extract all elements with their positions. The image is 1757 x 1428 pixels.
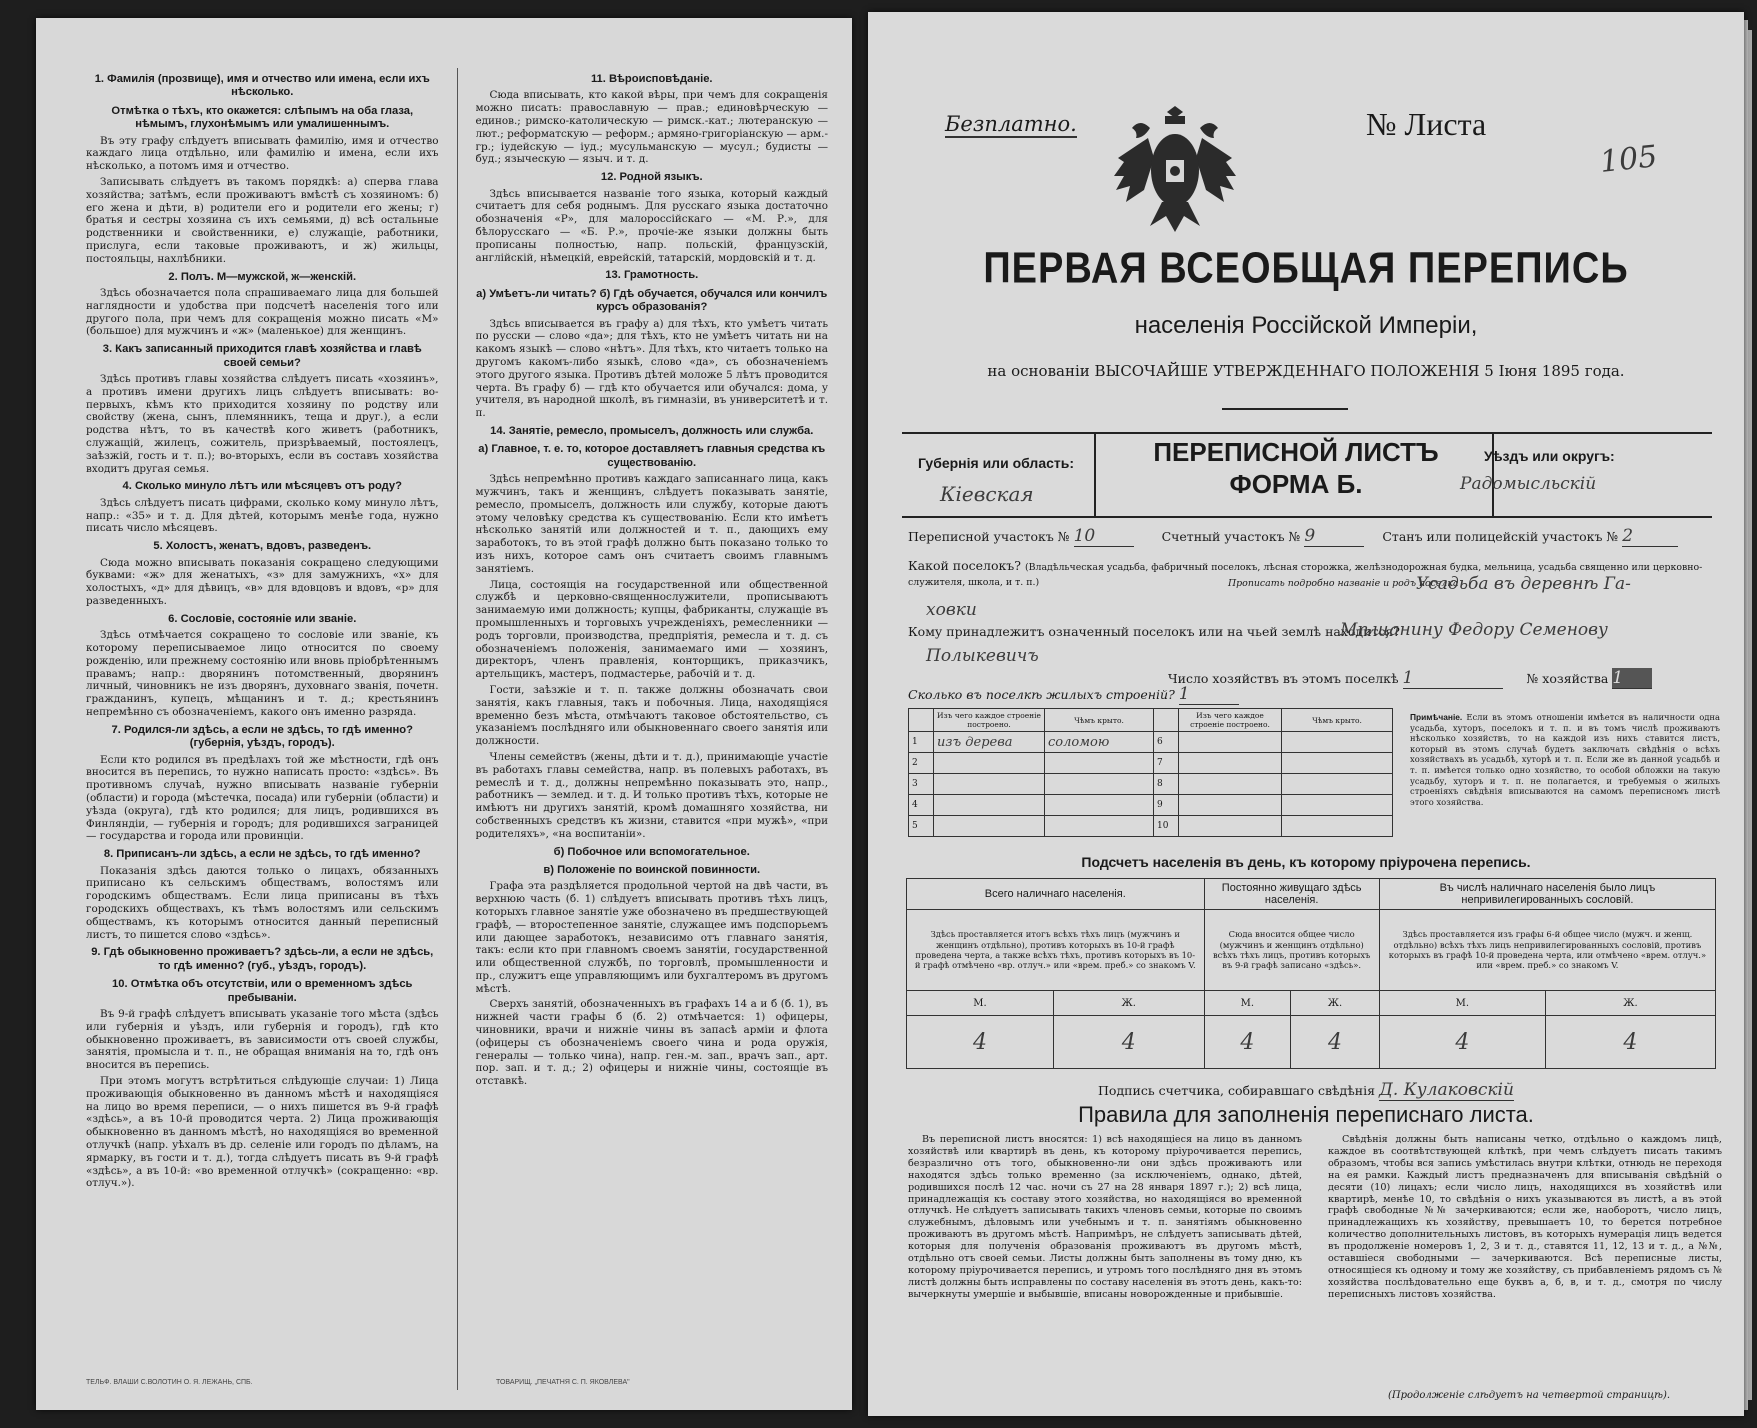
roof-material: [1045, 795, 1154, 816]
row-number: 2: [909, 753, 934, 774]
instruction-paragraph: Записывать слѣдуетъ въ такомъ порядкѣ: а) сперва глава хозяйства; затѣмъ, если проживаютъ вмѣстѣ съ хозяиномъ: б) его жена и дѣти, в) родители его и родители его жены; г) братья и сестры хозяина съ ихъ семьями, д) всѣ остальные родственники и свойственники, е) служащіе, работники, прислуга, если таковые проживаютъ, и ж) жильцы, постояльцы, нахлѣбники.: [86, 176, 439, 265]
instruction-heading: в) Положеніе по воинской повинности.: [543, 863, 761, 876]
rules-column-1: Въ переписной листъ вносятся: 1) всѣ находящіеся на лицо въ данномъ хозяйствѣ или квартирѣ въ день, къ которому пріурочивается перепись, безразлично отъ того, обыкновенно-ли они здѣсь проживаютъ или находятся здѣсь только временно (за исключеніемъ, однако, дѣтей, родившихся послѣ 12 час. ночи съ 27 на 28 января 1897 г.); 2) всѣ лица, принадлежащія къ составу этого хозяйства, но находящіяся во временной отлучкѣ. Не слѣдуетъ записывать такихъ членовъ семьи, которые по своимъ служебнымъ, дѣловымъ или учебнымъ и т. п. занятіямъ обыкновенно проживаютъ въ другомъ мѣстѣ. Напримѣръ, не слѣдуетъ записывать дѣтей, которыя для полученія образованія проживаютъ въ другомъ мѣстѣ, отдѣльно отъ своей семьи. Листы должны быть заполнены въ тому дню, къ которому пріурочивается перепись, и утромъ того послѣдняго дня въ этомъ листѣ должны быть исправлены по составу населенія въ этотъ день, какъ-то: вычеркнуты умершіе и выбывшіе, вписаны новорожденные и прибывшіе.: [908, 1134, 1302, 1300]
row-number: 7: [1154, 753, 1179, 774]
household-number-label: № хозяйства: [1526, 671, 1609, 686]
police-district-label: Станъ или полицейскій участокъ №: [1382, 529, 1619, 544]
building-material: изъ дерева: [934, 732, 1045, 753]
instruction-paragraph: Здѣсь обозначается пола спрашиваемаго лица для большей наглядности и удобства при подсчетѣ населенія того или другого пола, при чемъ для сокращенія можно писать «М» (большое) для мужчинъ и «ж» (маленькое) для женщинъ.: [86, 287, 439, 338]
table-row: [909, 732, 1393, 753]
building-material: [1179, 732, 1282, 753]
form-header-divider: [1094, 434, 1096, 516]
counting-district-value: 9: [1304, 526, 1364, 547]
household-number-value: 1: [1612, 668, 1652, 689]
roof-material: [1045, 774, 1154, 795]
male-column-label: М.: [907, 991, 1054, 1016]
instruction-heading: 10. Отмѣтка объ отсутствіи, или о временномъ здѣсь пребываніи.: [112, 978, 413, 1004]
instruction-paragraph: Графа эта раздѣляется продольной чертой на двѣ части, въ верхнюю часть (б. 1) слѣдуетъ вписывать противъ тѣхъ лицъ, которыхъ главное занятіе уже обозначено въ предшествующей графѣ, — второстепенное занятіе, служащее имъ подспорьемъ или дающее заработокъ, независимо отъ главнаго занятія, такъ: если кто при главномъ своемъ занятіи, государственной или общественной службѣ, по торговлѣ, промышленности и пр., служитъ еще управляющимъ или бухгалтеромъ въ другомъ мѣстѣ.: [475, 880, 828, 995]
instruction-paragraph: Сверхъ занятій, обозначенныхъ въ графахъ 14 а и б (б. 1), въ нижней части графы б (б. 2) отмѣчается: 1) офицеры, чиновники, врачи и нижніе чины въ запасѣ армiи и флота (офицеры съ обозначеніемъ своего чина и рода оружія, генералы — только чина), напр. ген.-м. зап., врачъ зап., арт. пор. зап. и т. д.; 2) офицеры и нижніе чины, состоящіе въ отставкѣ.: [475, 998, 828, 1088]
double-headed-eagle-emblem-icon: [1110, 98, 1240, 238]
population-count-table: [906, 878, 1716, 1069]
roof-material: [1045, 816, 1154, 837]
row-number: 8: [1154, 774, 1179, 795]
census-district-label: Переписной участокъ №: [908, 529, 1070, 544]
rules-column-2: Свѣдѣнія должны быть написаны четко, отдѣльно о каждомъ лицѣ, каждое въ соотвѣтствующей клѣткѣ, при чемъ слѣдуетъ писать такимъ образомъ, чтобы вся запись умѣстилась внутри клѣтки, отнюдь не переходя на ея рамки. Каждый листъ предназначенъ для вписыванія свѣдѣній о десяти (10) лицахъ; если число лицъ, находящихся въ хозяйствѣ или квартирѣ, менѣе 10, то свѣдѣнія о нихъ указываются въ листѣ, а въ этой графѣ свободные №№ зачеркиваются; если же, наоборотъ, число лицъ, принадлежащихъ къ хозяйству, превышаетъ 10, то берется потребное количество дополнительныхъ листовъ, въ которыхъ нумерація лицъ ведется въ продолженіе номеровъ 1, 2, 3 и т. д., ставятся 11, 12, 13 и т. д., а №№, оставшіеся свободными — зачеркиваются. Всѣ переписные листы, относящіеся къ одному и тому же хозяйству, съ прибавленіемъ рядомъ съ № хозяйства послѣдовательно еще буквъ а, б, в, и т. д., смотря по числу переписныхъ листовъ хозяйства.: [1328, 1134, 1722, 1300]
instruction-heading: 12. Родной языкъ.: [600, 171, 703, 184]
form-title: [1098, 436, 1494, 500]
instruction-heading: 13. Грамотность.: [605, 269, 699, 282]
female-column-label: Ж.: [1053, 991, 1204, 1016]
building-material: [1179, 753, 1282, 774]
instruction-paragraph: Здѣсь отмѣчается сокращено то сословіе или званіе, къ которому переписываемое лицо относится по своему рожденію, или прежнему состоянію или вновь пріобрѣтеннымъ правамъ; напр.: дворянинъ потомственный, дворянинъ личный, чиновникъ не изъ дворянъ, духовнаго званія, почетн. гражданинъ, купецъ, мѣщанинъ и т. д.; крестьянинъ непремѣнно съ обозначеніемъ, какого онъ именно разряда.: [86, 629, 439, 718]
building-material: [934, 774, 1045, 795]
sheet-number-handwritten: 105: [1598, 139, 1659, 180]
roof-material: [1282, 753, 1393, 774]
table-header-blank: [1154, 709, 1179, 732]
form-title-line-1: ПЕРЕПИСНОЙ ЛИСТЪ: [1153, 437, 1439, 467]
column-divider: [457, 68, 458, 1390]
permanent-residents-explanation: Сюда вносится общее число (мужчинъ и женщинъ отдѣльно) всѣхъ тѣхъ лицъ, противъ которыхъ въ 9-й графѣ записано «здѣсь».: [1204, 910, 1379, 991]
building-material: [1179, 816, 1282, 837]
table-header-roof: Чѣмъ крыто.: [1282, 709, 1393, 732]
settlement-label: Какой поселокъ?: [908, 558, 1021, 573]
instruction-paragraph: Здѣсь противъ главы хозяйства слѣдуетъ писать «хозяинъ», а противъ имени другихъ лицъ слѣдуетъ вписывать: во-первыхъ, кѣмъ кто приходится хозяину по родству или свойству (жена, сынъ, племянникъ, теща и друг.), а если родства нѣтъ, то въ качествѣ кого живетъ (работникъ, служащій, жилецъ, сожитель, призрѣваемый, постоялецъ, заѣзжій, гость и т. п.); во-вторыхъ, если въ составъ хозяйства входитъ другая семья.: [86, 373, 439, 475]
rules-text: [908, 1134, 1722, 1301]
buildings-note: [1410, 712, 1720, 807]
row-number: 9: [1154, 795, 1179, 816]
page-title: ПЕРВАЯ ВСЕОБЩАЯ ПЕРЕПИСЬ: [983, 244, 1629, 294]
owner-value-line-1: Мѣщанину Федору Семенову: [1340, 620, 1608, 640]
total-present-header: Всего наличнаго населенія.: [907, 879, 1205, 910]
building-material: [934, 816, 1045, 837]
instructions-column-1: [86, 68, 439, 1390]
district-label: Уѣздъ или округъ:: [1484, 448, 1615, 464]
roof-material: [1282, 732, 1393, 753]
roof-material: [1282, 774, 1393, 795]
table-header-roof: Чѣмъ крыто.: [1045, 709, 1154, 732]
building-material: [1179, 795, 1282, 816]
instruction-heading: б) Побочное или вспомогательное.: [553, 845, 750, 858]
census-district-value: 10: [1074, 526, 1134, 547]
table-header-blank: [909, 709, 934, 732]
instruction-heading: 4. Сколько минуло лѣтъ или мѣсяцевъ отъ роду?: [122, 480, 402, 493]
instruction-paragraph: Здѣсь вписывается въ графу а) для тѣхъ, кто умѣетъ читать по русски — слово «да»; для тѣхъ, кто не умѣетъ читать ни на какомъ языкѣ — слово «нѣтъ». Для тѣхъ, кто читаетъ только на другомъ какомъ-либо языкѣ, слово «да», съ обозначеніемъ этого другого языка. Противъ дѣтей моложе 5 лѣтъ проводится черта. Въ графу б) — гдѣ кто обучается или обучался: дома, у учителя, въ народной школѣ, въ гимназіи, въ университетѣ и т. п.: [475, 317, 828, 420]
male-column-label: М.: [1204, 991, 1291, 1016]
police-district-value: 2: [1622, 526, 1678, 547]
continued-note: (Продолженіе слѣдуетъ на четвертой страницѣ).: [1388, 1390, 1671, 1401]
instruction-heading: 6. Сословіе, состояніе или званіе.: [168, 612, 357, 625]
count-value: 4: [1545, 1016, 1715, 1069]
left-instructions-page: [36, 18, 852, 1410]
buildings-table: [908, 708, 1393, 837]
permanent-residents-header: Постоянно живущаго здѣсь населенія.: [1204, 879, 1379, 910]
population-count-title: Подсчетъ населенія въ день, къ которому пріурочена перепись.: [1081, 854, 1531, 870]
row-number: 6: [1154, 732, 1179, 753]
note-text: Если въ этомъ отношеніи имѣется въ наличности одна усадьба, хуторъ, поселокъ и т. п. и въ томъ числѣ проживаютъ нѣсколько хозяйствъ, то на каждой изъ нихъ ставится листъ, который въ этомъ случаѣ будетъ заключать свѣдѣнія о всѣхъ хозяйствахъ въ усадьбѣ, хуторѣ и т. п. Если же въ данной усадьбѣ и т. п. имѣется только одно хозяйство, то особой обложки на такую усадьбу, хуторъ и т. п. не полагается, и требуемыя о жилыхъ строеніяхъ свѣдѣнія вписываются на самомъ переписномъ листѣ этого хозяйства.: [1410, 712, 1720, 807]
census-form-page: [868, 12, 1744, 1416]
settlement-value-line-1: Усадьба въ деревнѣ Га-: [1416, 574, 1631, 594]
instruction-paragraph: Члены семействъ (жены, дѣти и т. д.), принимающіе участіе въ работахъ главы семейства, напр. въ полевыхъ работахъ, въ ремеслѣ и т. д., должны непремѣнно показывать это, напр., работникъ — землед. и т. д. И только противъ тѣхъ, которые не имѣютъ ни другихъ занятій, кромѣ домашняго хозяйства, ни собственныхъ средствъ къ жизни, ставится «при мужѣ», «при родителяхъ», «на воспитаніи».: [475, 750, 828, 840]
table-row: [909, 816, 1393, 837]
female-column-label: Ж.: [1545, 991, 1715, 1016]
province-label: Губернія или область:: [918, 455, 1075, 471]
instruction-heading: 14. Занятіе, ремесло, промыселъ, должность или служба.: [490, 424, 814, 437]
instruction-heading: Отмѣтка о тѣхъ, кто окажется: слѣпымъ на оба глаза, нѣмымъ, глухонѣмымъ или умалишеннымъ.: [111, 104, 414, 131]
instruction-paragraph: При этомъ могутъ встрѣтиться слѣдующіе случаи: 1) Лица проживающія обыкновенно въ данномъ мѣстѣ и находящіяся на лицо во время переписи, — о нихъ пишется въ 9-й графѣ «здѣсь», а въ 10-й проводится черта. 2) Лица проживающія обыкновенно въ данномъ мѣстѣ, но находящіяся во временной отлучкѣ (напр. уѣхалъ въ др. селеніе или городъ по дѣламъ, на ярмарку, въ гости и т. д.), тогда слѣдуетъ писать въ 9-й графѣ «здѣсь», а въ 10-й: «во временной отлучкѣ» (сокращенно: «вр. отлуч.»).: [86, 1074, 439, 1190]
page-stack-edge: [1748, 30, 1752, 1400]
instruction-paragraph: Гости, заѣзжіе и т. п. также должны обозначать свои занятія, какъ главныя, такъ и побочныя. Лица, находящіяся временно безъ мѣста, отмѣчаютъ таковое обстоятельство, съ указаніемъ послѣдняго или обыкновеннаго своего занятія или должности.: [475, 683, 828, 748]
row-number: 10: [1154, 816, 1179, 837]
count-value: 4: [1379, 1016, 1545, 1069]
total-present-explanation: Здѣсь проставляется итогъ всѣхъ тѣхъ лицъ (мужчинъ и женщинъ отдѣльно), противъ которыхъ въ 10-й графѣ проведена черта, а также всѣхъ тѣхъ, противъ которыхъ въ 10-й графѣ отмѣчено «вр. отлуч.» или «врем. преб.» со знакомъ V.: [907, 910, 1205, 991]
row-number: 3: [909, 774, 934, 795]
households-row: [1168, 668, 1652, 689]
instruction-heading: 2. Полъ. М—мужской, ж—женскій.: [168, 270, 357, 283]
buildings-table-body: [909, 732, 1393, 837]
instruction-heading: 7. Родился-ли здѣсь, а если не здѣсь, то гдѣ именно? (губернія, уѣздъ, городъ).: [111, 723, 413, 750]
non-privileged-explanation: Здѣсь проставляется изъ графы 6-й общее число (мужч. и женщ. отдѣльно) всѣхъ тѣхъ лицъ непривилегированныхъ сословій, противъ которыхъ въ графѣ 10-й проведена черта, или отмѣчено «врем. отлуч.» или «врем. преб.» со знакомъ V.: [1379, 910, 1715, 991]
row-number: 5: [909, 816, 934, 837]
instruction-heading: 9. Гдѣ обыкновенно проживаетъ? здѣсь-ли, а если не здѣсь, то гдѣ именно? (губ., уѣздъ, городъ).: [91, 946, 434, 972]
instruction-paragraph: Если кто родился въ предѣлахъ той же мѣстности, гдѣ онъ вносится въ перепись, то нужно написать просто: «здѣсь». Въ противномъ случаѣ, нужно вписывать названіе губерніи (области) и города (мѣстечка, посада) или губерніи (области) и уѣзда (округа), гдѣ кто родился; для лицъ, родившихся въ Финляндіи, — губернія и городъ; для родившихся заграницей — государства и города или провинціи.: [86, 753, 439, 843]
settlement-hint: (Владѣльческая усадьба, фабричный поселокъ, лѣсная сторожка, желѣзнодорожная будка, мельница, усадьба священно или церковно-служителя, школа, и т. п.): [908, 562, 1703, 588]
instruction-paragraph: Здѣсь непремѣнно противъ каждаго записаннаго лица, какъ мужчинъ, такъ и женщинъ, слѣдуетъ показывать занятіе, ремесло, промыселъ, должность или службу, которые даютъ этому человѣку средства къ существованію. Если кто имѣетъ нѣсколько занятій или должностей и т. п., дающихъ ему заработокъ, то въ этой графѣ должно быть показано только то изъ нихъ, которое самъ онъ считаетъ своимъ главнымъ занятіемъ.: [475, 473, 828, 575]
roof-material: соломою: [1045, 732, 1154, 753]
enumerator-signature: Д. Кулаковскій: [1379, 1080, 1514, 1100]
count-value: 4: [1204, 1016, 1291, 1069]
sheet-number-label: № Листа: [1366, 106, 1487, 142]
non-privileged-header: Въ числѣ наличнаго населенія было лицъ непривилегированныхъ сословій.: [1379, 879, 1715, 910]
instruction-heading: а) Главное, т. е. то, которое доставляетъ главныя средства къ существованію.: [478, 443, 826, 469]
table-header-material: Изъ чего каждое строеніе построено.: [1179, 709, 1282, 732]
free-of-charge-label: Безплатно.: [945, 112, 1077, 136]
census-district-row: [908, 526, 1678, 547]
building-material: [1179, 774, 1282, 795]
instruction-paragraph: Лица, состоящія на государственной или общественной службѣ и церковно-священнослужители, прописываютъ занимаемую ими должность; купцы, фабриканты, служащіе въ промышленныхъ и торговыхъ учрежденіяхъ, ремесленники — родъ торговли, производства, предпріятія, ремесла и т. д. съ обозначеніемъ положенія, занимаемаго ими — хозяинъ, директоръ, членъ правленія, конторщикъ, приказчикъ, артельщикъ, мастеръ, подмастерье, рабочій и т. д.: [475, 578, 828, 681]
instruction-paragraph: Въ 9-й графѣ слѣдуетъ вписывать указаніе того мѣста (здѣсь или губернія и уѣздъ, или губернія и городъ), гдѣ кто обыкновенно проживаетъ, въ зависимости отъ своей службы, занятія, промысла и т. п., не обращая вниманія на то, гдѣ онъ вносится въ перепись.: [86, 1007, 439, 1072]
households-value: 1: [1403, 668, 1503, 689]
instruction-heading: 8. Приписанъ-ли здѣсь, а если не здѣсь, то гдѣ именно?: [103, 848, 421, 861]
owner-label: Кому принадлежитъ означенный поселокъ или на чьей землѣ находится?: [908, 624, 1400, 639]
district-value: Радомысльскій: [1460, 474, 1597, 494]
signature-label: Подпись счетчика, собиравшаго свѣдѣнія: [1098, 1083, 1376, 1098]
instructions-column-2: [476, 68, 829, 1390]
instruction-paragraph: Здѣсь вписывается названіе того языка, который каждый считаетъ для себя роднымъ. Для русскаго языка достаточно обозначенія «Р», для малороссійскаго — «М. Р.», для бѣлорусскаго — «Б. Р.», прочіе-же языки должны быть прописаны полностью, напр. польскій, французскій, англійскій, нѣмецкій, еврейскій, татарскій, мордовскій и т. д.: [475, 187, 828, 264]
building-material: [934, 795, 1045, 816]
legal-basis-line: на основаніи ВЫСОЧАЙШЕ УТВЕРЖДЕННАГО ПОЛОЖЕНІЯ 5 Іюня 1895 года.: [987, 362, 1625, 380]
buildings-row: [908, 684, 1239, 705]
rules-title: Правила для заполненія переписнаго листа.: [1078, 1102, 1534, 1127]
owner-value-line-2: Полыкевичъ: [926, 646, 1039, 666]
form-title-line-2: ФОРМА Б.: [1229, 469, 1363, 499]
instruction-paragraph: Въ эту графу слѣдуетъ вписывать фамилію, имя и отчество каждаго лица отдѣльно, или фамилію и имена, если ихъ нѣсколько, а потомъ имя и отчество.: [86, 134, 439, 173]
instruction-heading: 1. Фамилія (прозвище), имя и отчество или имена, если ихъ нѣсколько.: [94, 73, 430, 99]
roof-material: [1282, 795, 1393, 816]
row-number: 1: [909, 732, 934, 753]
roof-material: [1045, 753, 1154, 774]
instruction-heading: 3. Какъ записанный приходится главѣ хозяйства и главѣ своей семьи?: [102, 343, 422, 369]
printer-imprint-left: ТЕЛЬФ. ВЛАШИ С.ВОЛОТИН О. Я. ЛЕЖАНЬ, СПБ.: [86, 1379, 253, 1386]
male-column-label: М.: [1379, 991, 1545, 1016]
female-column-label: Ж.: [1291, 991, 1380, 1016]
province-value: Кіевская: [940, 482, 1034, 506]
buildings-value: 1: [1179, 684, 1239, 705]
page-subtitle: населенія Россійской Имперіи,: [1134, 312, 1478, 339]
table-header-material: Изъ чего каждое строеніе построено.: [934, 709, 1045, 732]
instruction-heading: а) Умѣетъ-ли читать? б) Гдѣ обучается, обучался или кончилъ курсъ образованія?: [476, 287, 828, 314]
enumerator-signature-row: [868, 1080, 1744, 1101]
buildings-label: Сколько въ поселкѣ жилыхъ строеній?: [908, 687, 1175, 702]
settlement-value-line-2: ховки: [926, 600, 977, 620]
instruction-paragraph: Сюда можно вписывать показанія сокращено следующими буквами: «ж» для женатыхъ, «з» для замужнихъ, «х» для холостыхъ, «д» для дѣвицъ, «в» для вдовцовъ и вдовъ, «р» для разведенныхъ.: [86, 556, 439, 607]
table-row: [909, 774, 1393, 795]
instruction-paragraph: Сюда вписывать, кто какой вѣры, при чемъ для сокращенія можно писать: православную — прав.; единовѣрческую — единов.; римско-католическую — римск.-кат.; лютеранскую — лют.; реформатскую — реформ.; армяно-григоріанскую — арм.-гр.; іудейскую — іуд.; мусульманскую — мусул.; будисты — буд.; языческую — языч. и т. д.: [475, 89, 828, 166]
printer-imprint-middle: ТОВАРИЩ. „ПЕЧАТНЯ С. П. ЯКОВЛЕВА": [496, 1379, 630, 1386]
instruction-heading: 11. Вѣроисповѣданіе.: [590, 73, 713, 85]
count-value: 4: [1053, 1016, 1204, 1069]
title-divider: [1222, 408, 1348, 410]
table-row: [909, 795, 1393, 816]
building-material: [934, 753, 1045, 774]
owner-row: [908, 624, 1400, 639]
note-label: Примѣчаніе.: [1410, 712, 1463, 722]
row-number: 4: [909, 795, 934, 816]
count-value: 4: [1291, 1016, 1380, 1069]
instruction-heading: 5. Холостъ, женатъ, вдовъ, разведенъ.: [153, 540, 372, 553]
counting-district-label: Счетный участокъ №: [1161, 529, 1301, 544]
households-label: Число хозяйствъ въ этомъ поселкѣ: [1168, 671, 1399, 686]
settlement-hint-2: Прописать подробно названіе и родъ поселка: [1228, 578, 1459, 589]
roof-material: [1282, 816, 1393, 837]
instruction-paragraph: Здѣсь слѣдуетъ писать цифрами, сколько кому минуло лѣтъ, напр.: «35» и т. д. Для дѣтей, которымъ менѣе года, нужно писать число мѣсяцевъ.: [86, 496, 439, 535]
count-value: 4: [907, 1016, 1054, 1069]
table-row: [909, 753, 1393, 774]
instruction-paragraph: Показанія здѣсь даются только о лицахъ, обязанныхъ приписано къ сельскимъ обществамъ, волостямъ или городскимъ обществамъ. Если лица приписаны въ тѣхъ городскихъ обществахъ, къ тѣмъ волостямъ или сельскимъ обществамъ, къ которымъ относится данный переписный листъ, то пишется слово «здѣсь».: [86, 864, 439, 941]
